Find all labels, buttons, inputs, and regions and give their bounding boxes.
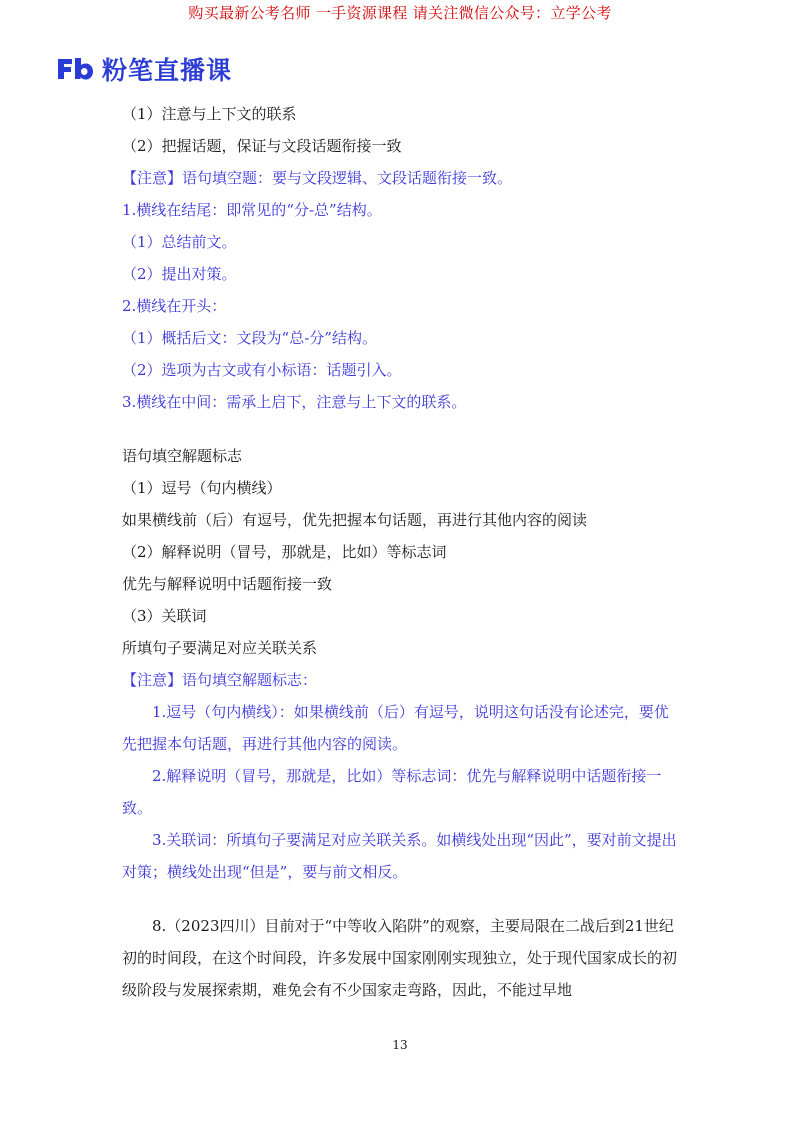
section1-note bbox=[122, 162, 682, 194]
note-label: 【注意】 bbox=[122, 169, 183, 187]
question-text: 8.（2023四川）目前对于“中等收入陷阱”的观察，主要局限在二战后到21世纪初的时间段，在这个时间段，许多发展中国家刚刚实现独立，处于现代国家成长的初级阶段与发展探索期，难免会有不少国家走弯路，因此，不能过早地 bbox=[122, 917, 678, 999]
section2-sign-2: （2）解释说明（冒号，那就是，比如）等标志词 bbox=[122, 543, 447, 561]
section-divider bbox=[122, 418, 682, 440]
section1-item-1: （1）注意与上下文的联系 bbox=[122, 105, 297, 123]
section1-point-1: 1.横线在结尾：即常见的“分-总”结构。 bbox=[122, 201, 382, 219]
section2-note-1: 1.逗号（句内横线）：如果横线前（后）有逗号，说明这句话没有论述完，要优先把握本句话题，再进行其他内容的阅读。 bbox=[122, 703, 669, 753]
page-content bbox=[122, 98, 682, 1006]
brand-logo bbox=[56, 52, 232, 86]
section1-point-2b: （2）选项为古文或有小标语：话题引入。 bbox=[122, 361, 402, 379]
fb-logo-icon bbox=[56, 56, 94, 82]
section1-point-1a: （1）总结前文。 bbox=[122, 233, 237, 251]
section2-sign-3: （3）关联词 bbox=[122, 607, 207, 625]
watermark-banner: 购买最新公考名师 一手资源课程 请关注微信公众号：立学公考 bbox=[188, 4, 612, 22]
note-text: 语句填空题：要与文段逻辑、文段话题衔接一致。 bbox=[182, 169, 513, 187]
section1-point-2a: （1）概括后文：文段为“总-分”结构。 bbox=[122, 329, 377, 347]
section1-point-1b: （2）提出对策。 bbox=[122, 265, 237, 283]
note-label: 【注意】 bbox=[122, 671, 183, 689]
section2-sign-2-text: 优先与解释说明中话题衔接一致 bbox=[122, 575, 333, 593]
section1-point-2: 2.横线在开头： bbox=[122, 297, 227, 315]
section2-sign-3-text: 所填句子要满足对应关联关系 bbox=[122, 639, 318, 657]
note-text: 语句填空解题标志： bbox=[182, 671, 318, 689]
section1-point-3: 3.横线在中间：需承上启下，注意与上下文的联系。 bbox=[122, 393, 467, 411]
section2-note bbox=[122, 664, 682, 696]
section2-sign-1: （1）逗号（句内横线） bbox=[122, 479, 282, 497]
section2-sign-1-text: 如果横线前（后）有逗号，优先把握本句话题，再进行其他内容的阅读 bbox=[122, 511, 588, 529]
section2-note-2: 2.解释说明（冒号，那就是，比如）等标志词：优先与解释说明中话题衔接一致。 bbox=[122, 767, 662, 817]
section-divider bbox=[122, 888, 682, 910]
section1-item-2: （2）把握话题，保证与文段话题衔接一致 bbox=[122, 137, 402, 155]
logo-text: 粉笔直播课 bbox=[102, 56, 233, 85]
section2-note-3: 3.关联词：所填句子要满足对应关联关系。如横线处出现“因此”，要对前文提出对策；横线处出现“但是”，要与前文相反。 bbox=[122, 831, 677, 881]
section2-title: 语句填空解题标志 bbox=[122, 447, 243, 465]
page-number: 13 bbox=[392, 1038, 408, 1052]
